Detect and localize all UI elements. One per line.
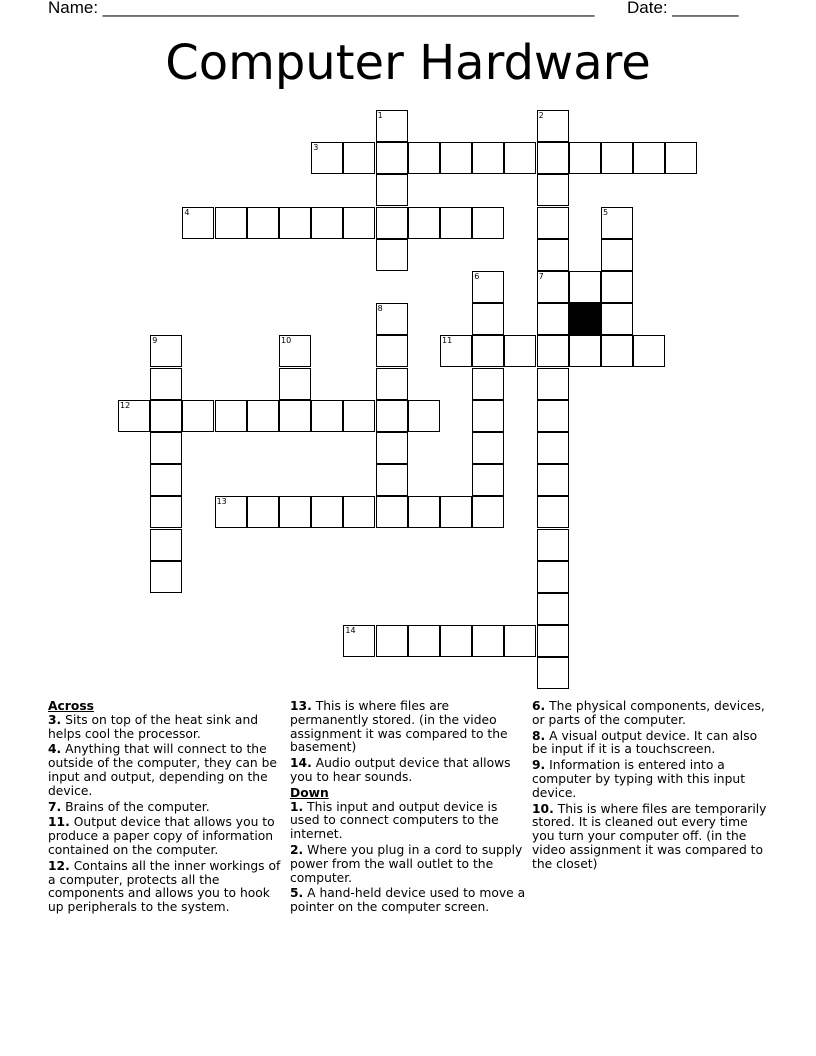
crossword-cell[interactable]	[472, 464, 504, 496]
crossword-cell[interactable]	[279, 207, 311, 239]
crossword-cell[interactable]	[150, 400, 182, 432]
clue-across-7: 7. Brains of the computer.	[48, 799, 210, 814]
crossword-cell[interactable]	[504, 625, 536, 657]
crossword-cell[interactable]	[376, 432, 408, 464]
clue-number: 4	[184, 207, 190, 217]
crossword-cell[interactable]	[376, 110, 408, 142]
crossword-cell[interactable]	[343, 625, 375, 657]
clue-number: 9	[152, 336, 158, 346]
crossword-cell[interactable]	[215, 496, 247, 528]
clue-down-6: 6. The physical components, devices, or parts of the computer.	[532, 699, 765, 727]
crossword-cell[interactable]	[440, 142, 472, 174]
crossword-cell[interactable]	[150, 368, 182, 400]
crossword-cell[interactable]	[633, 335, 665, 367]
crossword-cell[interactable]	[601, 271, 633, 303]
clue-number: 5	[603, 207, 609, 217]
crossword-cell[interactable]	[408, 625, 440, 657]
crossword-cell[interactable]	[376, 464, 408, 496]
crossword-cell[interactable]	[118, 400, 150, 432]
crossword-cell[interactable]	[150, 464, 182, 496]
clue-number: 3	[313, 143, 319, 153]
crossword-cell[interactable]	[537, 303, 569, 335]
crossword-cell[interactable]	[472, 303, 504, 335]
crossword-cell[interactable]	[537, 335, 569, 367]
crossword-cell[interactable]	[472, 625, 504, 657]
crossword-cell[interactable]	[472, 271, 504, 303]
crossword-cell[interactable]	[440, 335, 472, 367]
crossword-cell[interactable]	[247, 400, 279, 432]
crossword-cell[interactable]	[601, 142, 633, 174]
crossword-cell[interactable]	[537, 625, 569, 657]
clue-down-1: 1. This input and output device is used to connect computers to the internet.	[290, 799, 499, 842]
crossword-cell[interactable]	[376, 625, 408, 657]
crossword-cell[interactable]	[215, 207, 247, 239]
crossword-cell[interactable]	[569, 335, 601, 367]
crossword-cell[interactable]	[537, 110, 569, 142]
crossword-cell[interactable]	[376, 239, 408, 271]
clue-number: 1	[377, 111, 383, 120]
crossword-cell[interactable]	[376, 335, 408, 367]
crossword-cell[interactable]	[537, 368, 569, 400]
crossword-cell[interactable]	[537, 496, 569, 528]
crossword-cell[interactable]	[504, 335, 536, 367]
crossword-cell[interactable]	[537, 207, 569, 239]
clue-across-3: 3. Sits on top of the heat sink and helps cool the processor.	[48, 712, 259, 741]
crossword-cell[interactable]	[537, 271, 569, 303]
crossword-cell[interactable]	[247, 207, 279, 239]
crossword-cell[interactable]	[150, 529, 182, 561]
crossword-cell[interactable]	[150, 432, 182, 464]
crossword-cell[interactable]	[343, 142, 375, 174]
crossword-cell[interactable]	[376, 207, 408, 239]
clue-across-13: 13. This is where files are permanently stored. (in the video assignment it was compared to the basement)	[290, 699, 508, 755]
crossword-cell[interactable]	[537, 142, 569, 174]
crossword-cell[interactable]	[376, 142, 408, 174]
crossword-cell[interactable]	[376, 174, 408, 206]
crossword-cell[interactable]	[537, 529, 569, 561]
crossword-cell[interactable]	[279, 400, 311, 432]
crossword-cell[interactable]	[537, 432, 569, 464]
crossword-cell[interactable]	[601, 207, 633, 239]
crossword-cell[interactable]	[472, 142, 504, 174]
crossword-cell[interactable]	[279, 368, 311, 400]
crossword-cell[interactable]	[150, 561, 182, 593]
crossword-cell[interactable]	[440, 496, 472, 528]
crossword-cell[interactable]	[472, 335, 504, 367]
crossword-cell[interactable]	[311, 400, 343, 432]
crossword-cell[interactable]	[150, 496, 182, 528]
crossword-cell[interactable]	[569, 142, 601, 174]
crossword-cell[interactable]	[343, 400, 375, 432]
crossword-cell[interactable]	[343, 496, 375, 528]
crossword-cell[interactable]	[408, 207, 440, 239]
clue-number: 11	[442, 336, 453, 346]
crossword-cell[interactable]	[504, 142, 536, 174]
crossword-cell[interactable]	[472, 432, 504, 464]
crossword-cell[interactable]	[150, 335, 182, 367]
crossword-cell[interactable]	[472, 368, 504, 400]
clues-column-1	[48, 700, 286, 917]
crossword-cell[interactable]	[311, 207, 343, 239]
crossword-cell[interactable]	[343, 207, 375, 239]
crossword-cell[interactable]	[376, 368, 408, 400]
clue-down-8: 8. A visual output device. It can also be input if it is a touchscreen.	[532, 728, 758, 757]
crossword-cell[interactable]	[569, 271, 601, 303]
crossword-cell[interactable]	[215, 400, 247, 432]
crossword-cell[interactable]	[472, 207, 504, 239]
clues-column-3	[532, 700, 770, 874]
clue-number: 6	[474, 272, 480, 281]
clue-across-14: 14. Audio output device that allows you to hear sounds.	[290, 756, 511, 784]
down-heading: Down	[290, 785, 329, 800]
crossword-cell[interactable]	[537, 657, 569, 689]
crossword-cell[interactable]	[311, 496, 343, 528]
clue-across-4: 4. Anything that will connect to the outside of the computer, they can be input and output, depending on the device.	[48, 742, 277, 798]
clues-column-2	[290, 700, 528, 917]
clue-down-10: 10. This is where files are temporarily stored. It is cleaned out every time you turn your computer off. (in the video assignment it was compared to the closet)	[532, 801, 767, 871]
name-field-label: Name: ____________________________________________________	[48, 0, 595, 17]
crossword-cell[interactable]	[182, 400, 214, 432]
crossword-cell[interactable]	[408, 142, 440, 174]
page-title: Computer Hardware	[165, 35, 651, 91]
clue-number: 7	[538, 272, 544, 281]
clue-number: 14	[345, 626, 356, 636]
crossword-cell[interactable]	[279, 335, 311, 367]
across-heading: Across	[48, 699, 94, 713]
clue-down-9: 9. Information is entered into a computer by typing with this input device.	[532, 758, 746, 800]
crossword-cell[interactable]	[537, 464, 569, 496]
clue-down-2: 2. Where you plug in a cord to supply power from the wall outlet to the computer.	[290, 842, 523, 885]
crossword-cell[interactable]	[472, 400, 504, 432]
date-field-label: Date: _______	[627, 0, 739, 17]
clue-down-5: 5. A hand-held device used to move a pointer on the computer screen.	[290, 886, 526, 915]
crossword-cell[interactable]	[537, 239, 569, 271]
crossword-cell[interactable]	[376, 400, 408, 432]
crossword-cell[interactable]	[537, 174, 569, 206]
crossword-cell[interactable]	[440, 625, 472, 657]
crossword-cell[interactable]	[633, 142, 665, 174]
crossword-cell[interactable]	[408, 496, 440, 528]
crossword-cell[interactable]	[601, 239, 633, 271]
crossword-cell[interactable]	[376, 496, 408, 528]
black-square	[569, 303, 601, 335]
clue-number: 12	[120, 400, 131, 410]
crossword-cell[interactable]	[440, 207, 472, 239]
clue-number: 2	[538, 111, 544, 120]
crossword-cell[interactable]	[665, 142, 697, 174]
crossword-cell[interactable]	[537, 400, 569, 432]
clue-across-11: 11. Output device that allows you to produce a paper copy of information contained on the computer.	[48, 815, 275, 857]
clue-across-12: 12. Contains all the inner workings of a computer, protects all the components and allows you to hook up peripherals to the system.	[48, 858, 281, 915]
crossword-cell[interactable]	[472, 496, 504, 528]
clue-number: 8	[377, 304, 383, 314]
clue-number: 10	[281, 336, 292, 346]
crossword-cell[interactable]	[182, 207, 214, 239]
crossword-cell[interactable]	[311, 142, 343, 174]
crossword-cell[interactable]	[601, 303, 633, 335]
crossword-cell[interactable]	[279, 496, 311, 528]
crossword-cell[interactable]	[247, 496, 279, 528]
clue-number: 13	[216, 497, 227, 507]
crossword-cell[interactable]	[601, 335, 633, 367]
crossword-cell[interactable]	[408, 400, 440, 432]
crossword-cell[interactable]	[376, 303, 408, 335]
crossword-cell[interactable]	[537, 561, 569, 593]
crossword-cell[interactable]	[537, 593, 569, 625]
